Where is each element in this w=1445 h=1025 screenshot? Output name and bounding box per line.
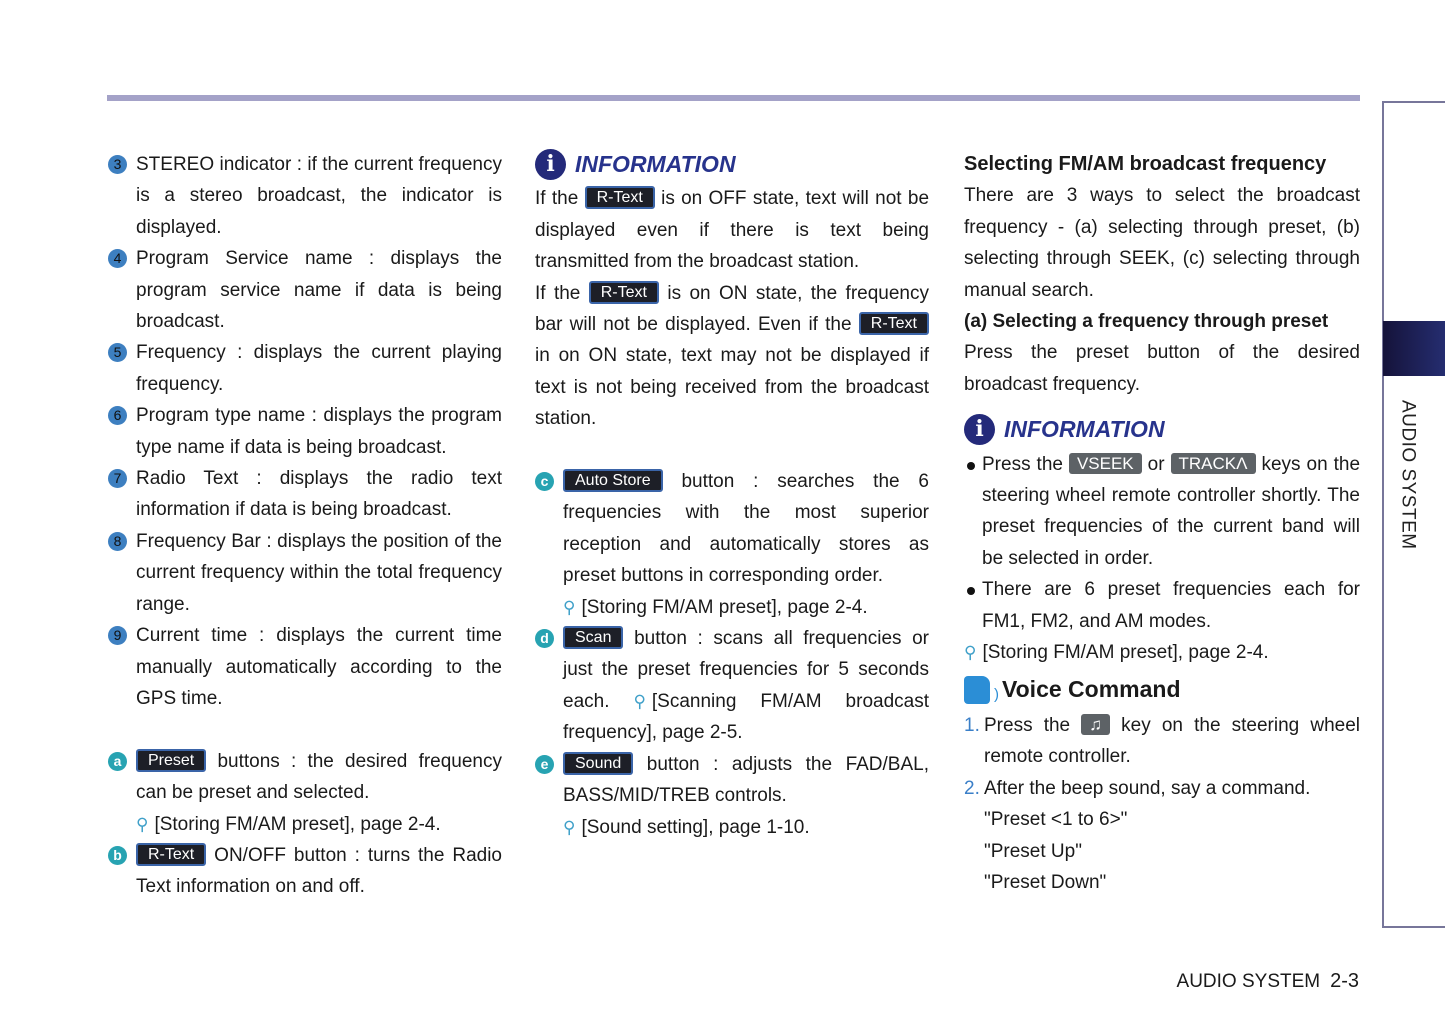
- column-3: [964, 149, 1360, 898]
- list-item: 7 Radio Text : displays the radio text information if data is being broadcast.: [108, 463, 502, 526]
- number-badge: 8: [108, 532, 127, 551]
- list-item-rtext: b R-Text ON/OFF button : turns the Radio Text information on and off.: [108, 840, 502, 903]
- list-item: 8 Frequency Bar : displays the position of the current frequency within the total frequency range.: [108, 526, 502, 620]
- paragraph: Press the preset button of the desired broadcast frequency.: [964, 342, 1360, 395]
- list-item-preset: a Preset buttons : the desired frequency can be preset and selected. ⚲ [Storing FM/AM preset], page 2-4.: [108, 746, 502, 840]
- header-rule: [107, 95, 1360, 101]
- voice-command-icon: [964, 676, 990, 704]
- voice-command-example: "Preset <1 to 6>": [984, 809, 1128, 831]
- reference-link[interactable]: [Scanning FM/AM broadcast frequency], page 2-5.: [563, 690, 929, 744]
- reference-icon: ⚲: [563, 597, 576, 617]
- page-footer: [1177, 966, 1359, 997]
- info-paragraph: If the R-Text is on OFF state, text will not be displayed even if there is text being transmitted from the broadcast station.: [535, 188, 930, 273]
- reference-icon: ⚲: [136, 814, 149, 834]
- number-badge: 5: [108, 343, 127, 362]
- list-item: 6 Program type name : displays the program type name if data is being broadcast.: [108, 400, 502, 463]
- auto-store-key: Auto Store: [563, 469, 663, 492]
- number-badge: 3: [108, 155, 127, 174]
- voice-key-icon: ♫: [1081, 714, 1110, 735]
- information-header: i INFORMATION: [535, 149, 929, 180]
- number-badge: 7: [108, 469, 127, 488]
- list-item-scan: d Scan button : scans all frequencies or just the preset frequencies for 5 seconds each. ⚲ [Scanning FM/AM broadcast frequency], page 2-5.: [535, 623, 929, 749]
- number-badge: 6: [108, 406, 127, 425]
- reference-link[interactable]: [Storing FM/AM preset], page 2-4.: [154, 813, 441, 835]
- number-badge: 4: [108, 249, 127, 268]
- rtext-key: R-Text: [589, 281, 659, 304]
- letter-badge: a: [108, 752, 127, 771]
- list-item: 9 Current time : displays the current time manually automatically according to the GPS time.: [108, 620, 502, 714]
- list-item-auto-store: c Auto Store button : searches the 6 frequencies with the most superior reception and automatically stores as preset buttons in corresponding order. ⚲ [Storing FM/AM preset], page 2-4.: [535, 466, 929, 623]
- reference-icon: ⚲: [563, 817, 576, 837]
- list-item: 5 Frequency : displays the current playing frequency.: [108, 337, 502, 400]
- step-item: 2. After the beep sound, say a command.: [964, 777, 1311, 799]
- reference: [964, 637, 1360, 668]
- list-item: 4 Program Service name : displays the program service name if data is being broadcast.: [108, 243, 502, 337]
- info-icon: i: [535, 149, 566, 180]
- section-heading: Selecting FM/AM broadcast frequency: [964, 153, 1327, 175]
- voice-command-example: "Preset Down": [984, 871, 1107, 893]
- bullet-item: There are 6 preset frequencies each for FM1, FM2, and AM modes.: [964, 574, 1360, 637]
- bullet-item: Press the VSEEK or TRACKΛ keys on the steering wheel remote controller shortly. The preset frequencies of the current band will be selected in order.: [964, 449, 1360, 575]
- reference-link[interactable]: [Sound setting], page 1-10.: [581, 816, 810, 838]
- list-item: 3 STEREO indicator : if the current frequency is a stereo broadcast, the indicator is displayed.: [108, 149, 502, 243]
- info-paragraph: If the R-Text is on ON state, the frequency bar will not be displayed. Even if the R-Text in on ON state, text may not be displayed if text is not being received from the broadcast station.: [535, 282, 929, 430]
- reference-link[interactable]: [Storing FM/AM preset], page 2-4.: [581, 596, 868, 618]
- vseek-key: VSEEK: [1069, 453, 1142, 474]
- information-header: i INFORMATION: [964, 414, 1360, 445]
- list-item-sound: e Sound button : adjusts the FAD/BAL, BASS/MID/TREB controls. ⚲ [Sound setting], page 1-10.: [535, 749, 929, 843]
- step-item: 1. Press the ♫ key on the steering wheel remote controller.: [964, 714, 1361, 768]
- reference-icon: ⚲: [964, 643, 977, 663]
- footer-section: AUDIO SYSTEM: [1176, 971, 1321, 992]
- letter-badge: b: [108, 846, 127, 865]
- chapter-tab-marker: [1383, 321, 1445, 376]
- sound-key: Sound: [563, 752, 633, 775]
- subheading: (a) Selecting a frequency through preset: [964, 311, 1329, 333]
- reference-icon: ⚲: [633, 691, 646, 711]
- letter-badge: d: [535, 629, 554, 648]
- reference-link[interactable]: [Storing FM/AM preset], page 2-4.: [982, 642, 1269, 664]
- info-icon: i: [964, 414, 995, 445]
- rtext-key: R-Text: [136, 843, 206, 866]
- chapter-tab-label: AUDIO SYSTEM: [1397, 400, 1419, 550]
- rtext-key: R-Text: [585, 186, 655, 209]
- track-key: TRACKΛ: [1171, 453, 1256, 474]
- letter-badge: e: [535, 755, 554, 774]
- number-badge: 9: [108, 626, 127, 645]
- letter-badge: c: [535, 472, 554, 491]
- page-number: 2-3: [1330, 970, 1359, 992]
- scan-key: Scan: [563, 626, 623, 649]
- paragraph: There are 3 ways to select the broadcast frequency - (a) selecting through preset, (b) selecting through SEEK, (c) selecting through manual search.: [964, 185, 1360, 301]
- column-1: [108, 149, 502, 903]
- column-2: [535, 149, 929, 843]
- preset-key: Preset: [136, 749, 206, 772]
- rtext-key: R-Text: [859, 312, 929, 335]
- voice-command-header: ) Voice Command: [964, 674, 1360, 705]
- voice-command-example: "Preset Up": [984, 840, 1082, 862]
